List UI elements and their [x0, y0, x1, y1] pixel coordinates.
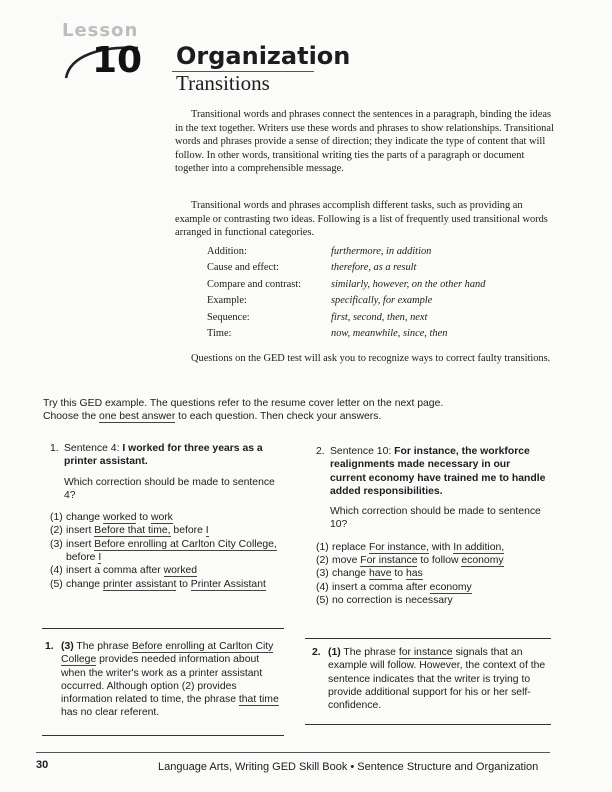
intro-paragraph-3: Questions on the GED test will ask you to recognize ways to correct faulty transitions. [191, 353, 551, 364]
answer-option-4[interactable] [316, 581, 546, 594]
question-1-prompt: Which correction should be made to sentence 4? [64, 476, 275, 501]
question-2-stem [316, 445, 546, 498]
underlined-text: printer assistant [102, 578, 177, 590]
footer-text: Language Arts, Writing GED Skill Book • Sentence Structure and Organization [158, 761, 539, 773]
question-1 [50, 442, 285, 591]
underlined-text: Printer Assistant [190, 578, 266, 590]
sentence-text: I worked for three years as a printer assistant. [64, 443, 263, 468]
option-text [66, 511, 173, 524]
question-1-options [50, 511, 285, 591]
underlined-text: I [205, 525, 209, 537]
option-number: (1) [50, 512, 63, 524]
text-fragment: change [332, 568, 369, 580]
option-number: (3) [316, 568, 329, 580]
option-number: (3) [50, 538, 63, 550]
option-text [332, 541, 504, 554]
question-text [330, 445, 546, 498]
question-2-prompt: Which correction should be made to sentence 10? [330, 506, 541, 531]
answer-choice: (3) [61, 641, 74, 652]
answer-2 [312, 646, 547, 712]
text-fragment: move [332, 555, 361, 567]
option-text [66, 564, 197, 577]
text-fragment: provides needed information about when the writer's work as a printer assistant occurred. Although option (2) provides information related to time, the phrase [61, 654, 263, 706]
page-number: 30 [36, 759, 49, 771]
underlined-text: have [368, 568, 392, 580]
option-text [332, 554, 504, 567]
underlined-text: worked [163, 565, 198, 577]
answer-option-4[interactable] [50, 564, 285, 577]
answer-1-text [61, 640, 280, 720]
answer-option-3[interactable] [316, 567, 546, 580]
underlined-text: Before enrolling at Carlton City College, [94, 538, 277, 550]
text-fragment: no correction is necessary [332, 594, 453, 606]
instructions [43, 397, 563, 424]
answer-option-2[interactable] [50, 524, 285, 537]
sentence-label: Sentence 10: [330, 446, 395, 457]
underlined-text: In addition, [453, 541, 505, 553]
answer-2-top-rule [305, 638, 551, 639]
category-row [207, 246, 485, 262]
category-row [207, 312, 485, 328]
underlined-text: I [98, 552, 102, 564]
answer-option-5[interactable] [316, 594, 546, 607]
category-name: Sequence: [207, 311, 250, 323]
category-name: Addition: [207, 246, 247, 257]
answer-option-3[interactable] [50, 538, 285, 565]
underlined-text: For instance [360, 555, 418, 567]
option-number: (2) [316, 555, 329, 567]
underlined-text: worked [102, 512, 137, 524]
text-fragment: to follow [417, 555, 462, 567]
answer-option-2[interactable] [316, 554, 546, 567]
intro-paragraph-2: Transitional words and phrases accomplish different tasks, such as providing an example or contrasting two ideas. Following is a list of frequently used transitional words arranged in functional categories. [175, 200, 548, 239]
option-number: (5) [50, 578, 63, 590]
category-row [207, 279, 485, 295]
category-name: Time: [207, 327, 232, 339]
text-fragment: change [66, 578, 103, 590]
answer-1-top-rule [42, 628, 284, 629]
text-fragment: to [391, 568, 406, 580]
question-2-options [316, 541, 546, 607]
sentence-label: Sentence 4: [64, 443, 123, 454]
answer-option-1[interactable] [50, 511, 285, 524]
text-fragment: before [170, 525, 206, 537]
sentence-text: For instance, the workforce realignments made necessary in our current economy have trained me to handle added responsibilities. [330, 446, 546, 497]
question-2 [316, 445, 546, 607]
answer-2-text [328, 646, 547, 712]
text-fragment: insert a comma after [66, 565, 164, 577]
page-title: Organization [176, 42, 351, 70]
category-name: Compare and contrast: [207, 278, 302, 290]
category-words: similarly, however, on the other hand [331, 278, 486, 290]
transition-categories-table [207, 246, 485, 344]
underlined-text: Before that time, [94, 525, 171, 537]
underlined-text: economy [429, 581, 472, 593]
option-text [332, 594, 453, 607]
option-number: (2) [50, 525, 63, 537]
underlined-text: for instance [398, 647, 453, 658]
text-fragment: insert a comma after [332, 581, 430, 593]
underlined-text: has [405, 568, 423, 580]
question-number: 2. [316, 446, 325, 457]
text-fragment: before [66, 552, 99, 564]
category-words: first, second, then, next [331, 311, 428, 323]
text-fragment: to [136, 512, 151, 524]
text-fragment: replace [332, 541, 369, 553]
category-words: now, meanwhile, since, then [331, 327, 448, 339]
question-number: 1. [50, 443, 59, 454]
option-text [66, 538, 285, 565]
option-number: (4) [316, 581, 329, 593]
lesson-number: 10 [92, 40, 143, 81]
option-text [66, 524, 209, 537]
instructions-text: Choose the [43, 411, 100, 423]
underlined-text: economy [461, 555, 504, 567]
category-row [207, 295, 485, 311]
instructions-text: to each question. Then check your answers. [175, 411, 382, 423]
category-name: Cause and effect: [207, 262, 279, 274]
page-subtitle: Transitions [176, 71, 270, 95]
answer-1 [45, 640, 280, 720]
option-text [332, 567, 423, 580]
category-row [207, 328, 485, 344]
option-number: (1) [316, 541, 329, 553]
footer-rule [36, 752, 550, 753]
answer-number: 2. [312, 647, 321, 658]
answer-option-5[interactable] [50, 578, 285, 591]
answer-number: 1. [45, 641, 54, 652]
answer-option-1[interactable] [316, 541, 546, 554]
instructions-emphasis: one best answer [99, 411, 176, 423]
option-text [66, 578, 266, 591]
answer-choice: (1) [328, 647, 341, 658]
underlined-text: For instance, [368, 541, 430, 553]
category-name: Example: [207, 295, 247, 307]
text-fragment: has no clear referent. [61, 707, 160, 719]
instructions-line-2 [43, 410, 563, 423]
text-fragment: to [176, 578, 191, 590]
text-fragment: signals that an example will follow. However, the context of the sentence indicates that the writer is trying to provide additional support for his or her self-confidence. [328, 647, 546, 712]
option-number: (5) [316, 594, 329, 606]
text-fragment: with [429, 541, 454, 553]
category-words: specifically, for example [331, 295, 433, 307]
option-text [332, 581, 472, 594]
text-fragment: insert [66, 538, 95, 550]
intro-paragraph-1: Transitional words and phrases connect the sentences in a paragraph, binding the ideas in the text together. Writers use these words and phrases to show relationships. Transitional words and phrases provide a sense of direction; they indicate the type of content that will follow. In other words, transitional writing ties the parts of a paragraph or document together into a comprehensible message. [175, 109, 554, 175]
category-words: furthermore, in addition [331, 246, 432, 257]
text-fragment: The phrase [340, 647, 399, 658]
text-fragment: The phrase [73, 641, 132, 652]
text-fragment: change [66, 512, 103, 524]
underlined-text: Before enrolling at Carlton City College [61, 641, 274, 666]
question-text [64, 442, 285, 469]
option-number: (4) [50, 565, 63, 577]
text-fragment: insert [66, 525, 95, 537]
answer-2-bottom-rule [305, 724, 551, 725]
underlined-text: work [150, 512, 173, 524]
category-words: therefore, as a result [331, 262, 417, 274]
lesson-label: Lesson [62, 20, 139, 41]
answer-1-bottom-rule [42, 735, 284, 736]
instructions-line-1: Try this GED example. The questions refer to the resume cover letter on the next page. [43, 398, 444, 409]
question-1-stem [50, 442, 285, 469]
underlined-text: that time [238, 694, 279, 706]
category-row [207, 262, 485, 278]
